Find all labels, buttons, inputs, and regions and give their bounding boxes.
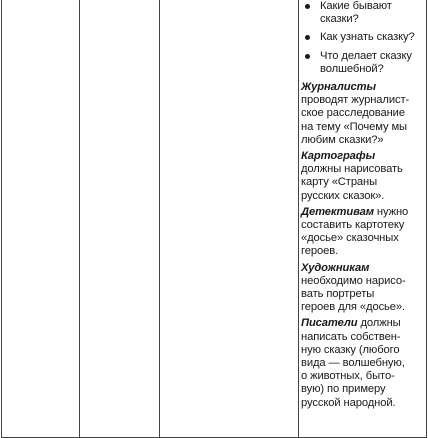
role-line: русской народной. xyxy=(301,396,396,409)
role-first-rest: нужно xyxy=(373,205,409,218)
role-first-rest: должны xyxy=(357,317,401,330)
role-line: ское расследование xyxy=(301,107,405,120)
role-line: написать собствен- xyxy=(301,330,401,343)
role-name: Писатели xyxy=(301,317,358,330)
role-line: «досье» сказочных xyxy=(301,232,399,245)
role-line: героев для «досье». xyxy=(301,301,406,314)
role-writers xyxy=(301,317,423,409)
table-cell-activities xyxy=(299,0,427,438)
question-line: Что делает сказку xyxy=(320,49,412,62)
role-line: вать портреты xyxy=(301,288,375,301)
role-line: должны нарисовать xyxy=(301,163,403,176)
role-line: любим сказки?» xyxy=(301,133,384,146)
lesson-table xyxy=(1,0,427,438)
role-line: вида — волшебную, xyxy=(301,357,405,370)
question-item xyxy=(301,0,423,26)
questions-list xyxy=(301,0,423,76)
role-line: вую) по примеру xyxy=(301,383,386,396)
role-name: Картографы xyxy=(301,150,376,163)
role-journalists xyxy=(301,81,423,147)
table-cell-col1 xyxy=(2,0,80,438)
role-line: героев. xyxy=(301,245,339,258)
question-item xyxy=(301,31,423,44)
role-name: Детективам xyxy=(301,205,374,218)
question-line: волшебной? xyxy=(320,62,384,75)
table-cell-col2 xyxy=(80,0,160,438)
question-line: Как узнать сказку? xyxy=(320,31,415,44)
question-line: Какие бывают xyxy=(320,0,392,12)
role-line: о животных, быто- xyxy=(301,370,395,383)
activities-content xyxy=(299,0,426,410)
role-name: Журналисты xyxy=(301,81,376,94)
role-artists xyxy=(301,262,423,315)
table-cell-col3 xyxy=(160,0,299,438)
bullet-icon xyxy=(305,54,310,59)
role-line: проводят журналист- xyxy=(301,94,410,107)
question-item xyxy=(301,50,423,76)
table-row xyxy=(2,0,427,438)
role-line: на тему «Почему мы xyxy=(301,120,407,133)
question-line: сказки? xyxy=(320,13,359,26)
role-detectives xyxy=(301,206,423,259)
role-line: составить картотеку xyxy=(301,219,405,232)
role-cartographers xyxy=(301,150,423,203)
role-name: Художникам xyxy=(301,261,370,274)
role-line: ную сказку (любого xyxy=(301,343,400,356)
role-line: карту «Страны xyxy=(301,176,378,189)
role-line: необходимо нарисо- xyxy=(301,274,406,287)
bullet-icon xyxy=(305,35,310,40)
role-line: русских сказок». xyxy=(301,189,385,202)
bullet-icon xyxy=(305,4,310,9)
